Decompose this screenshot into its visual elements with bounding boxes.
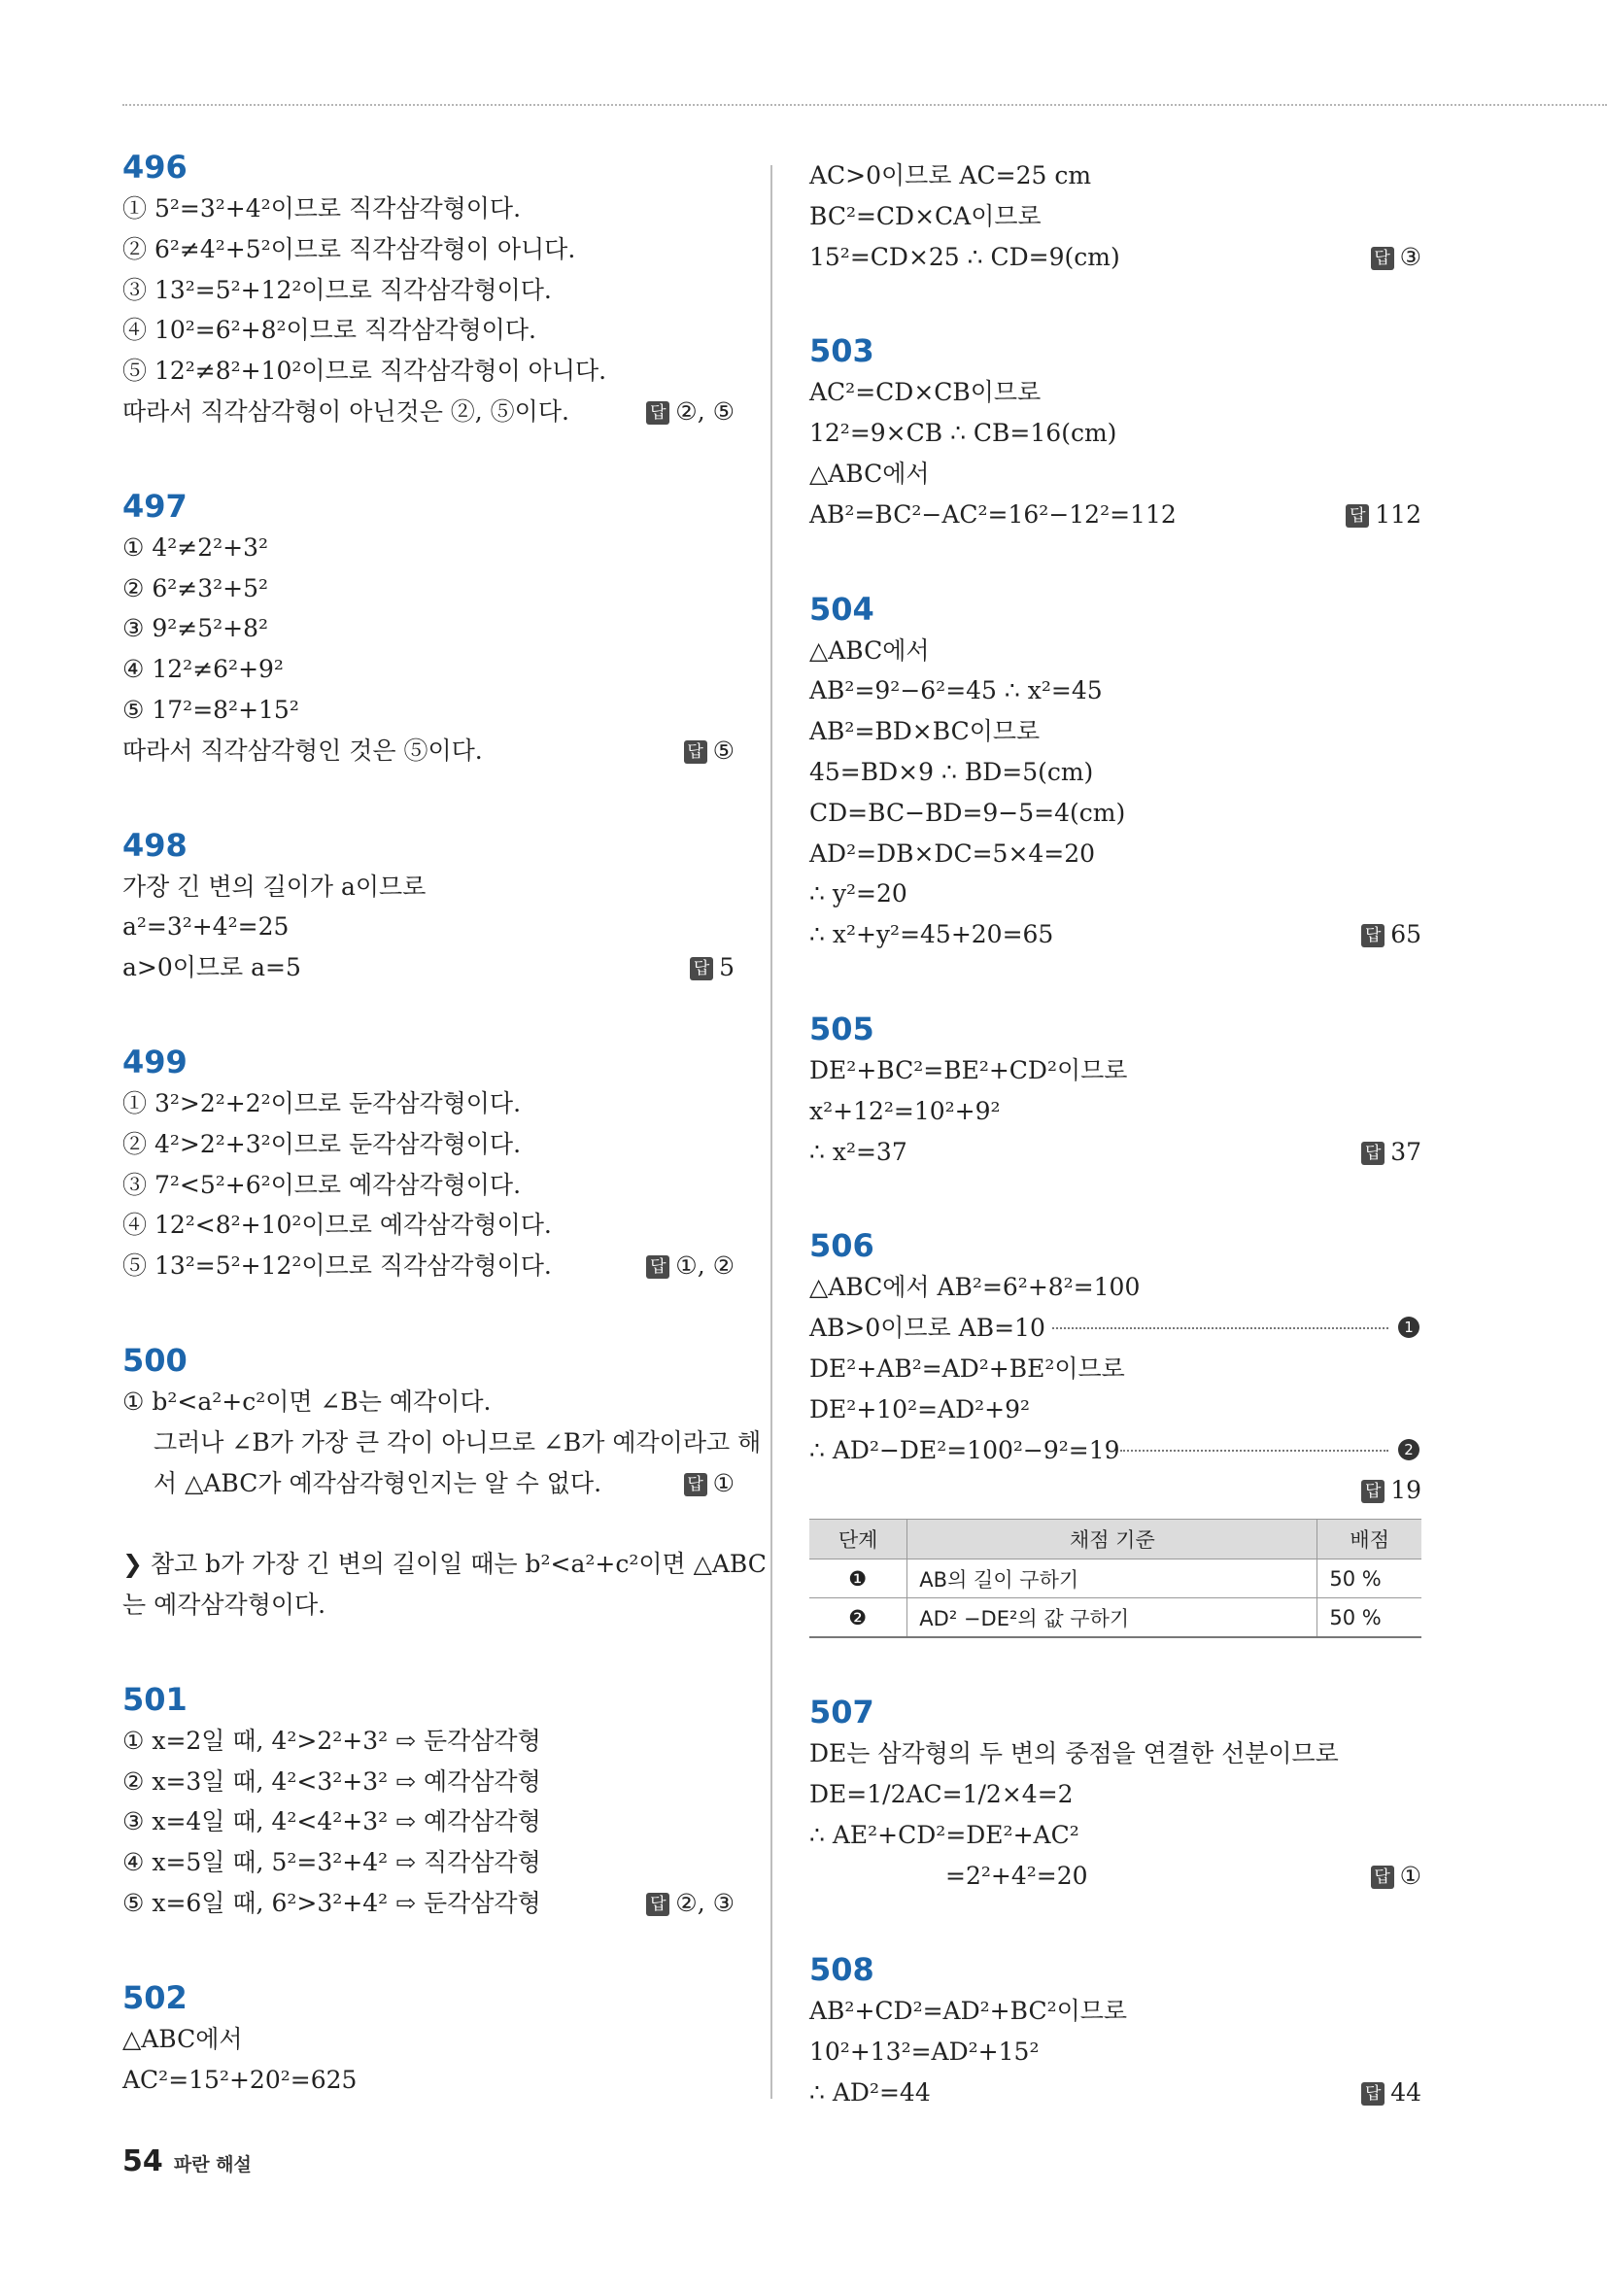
solution-text: 10²+13²=AD²+15² xyxy=(809,2038,1040,2067)
grading-criterion: AB의 길이 구하기 xyxy=(907,1559,1317,1598)
solution-line xyxy=(809,237,1421,278)
grading-header: 단계 xyxy=(809,1520,907,1559)
grading-row xyxy=(809,1559,1421,1598)
solution-line xyxy=(809,454,1421,495)
solution-text: AB²=9²−6²=45 ∴ x²=45 xyxy=(809,676,1103,705)
solution-line xyxy=(809,1815,1421,1856)
answer-value: 65 xyxy=(1390,920,1421,949)
problem-block xyxy=(122,1976,735,2101)
answer xyxy=(1361,914,1421,955)
answer-mark-icon: 답 xyxy=(1361,924,1385,947)
solution-line xyxy=(122,649,735,690)
solution-text: ② 6²≠4²+5²이므로 직각삼각형이 아니다. xyxy=(122,234,576,263)
solution-text: AB²=BD×BC이므로 xyxy=(809,717,1041,746)
problem-number: 501 xyxy=(122,1680,188,1718)
problem-number: 498 xyxy=(122,826,188,864)
solution-text: △ABC에서 xyxy=(809,635,930,665)
answer-value: ① xyxy=(712,1468,735,1497)
answer xyxy=(684,1463,735,1504)
solution-text: △ABC에서 xyxy=(122,2024,243,2053)
grading-criterion: AD² −DE²의 값 구하기 xyxy=(907,1598,1317,1638)
grading-header: 배점 xyxy=(1317,1520,1421,1559)
solution-line xyxy=(122,351,735,392)
solution-text: 가장 긴 변의 길이가 a이므로 xyxy=(122,872,427,901)
solution-line xyxy=(122,392,735,432)
answer-value: ① xyxy=(1399,1861,1421,1890)
solution-line xyxy=(809,1308,1421,1349)
solution-text: 따라서 직각삼각형이 아닌것은 ②, ⑤이다. xyxy=(122,396,569,426)
solution-text: AD²=DB×DC=5×4=20 xyxy=(809,839,1096,868)
solution-text: ∴ x²+y²=45+20=65 xyxy=(809,920,1054,949)
solution-text: ⑤ 12²≠8²+10²이므로 직각삼각형이 아니다. xyxy=(122,357,607,386)
problem-number: 507 xyxy=(809,1694,874,1731)
solution-line xyxy=(122,2019,735,2060)
solution-text: ∴ y²=20 xyxy=(809,879,907,908)
solution-line xyxy=(809,752,1421,793)
grading-header: 채점 기준 xyxy=(907,1520,1317,1559)
answer-mark-icon: 답 xyxy=(646,1255,669,1279)
solution-line xyxy=(122,1842,735,1883)
solution-line xyxy=(122,1721,735,1762)
solution-line xyxy=(122,1422,762,1463)
solution-line xyxy=(122,1463,735,1504)
problem-number: 505 xyxy=(809,1010,874,1047)
solution-line xyxy=(809,2073,1421,2113)
solution-line xyxy=(809,1430,1421,1471)
solution-line xyxy=(122,2060,735,2101)
answer-mark-icon: 답 xyxy=(1371,1866,1394,1889)
solution-text: BC²=CD×CA이므로 xyxy=(809,201,1042,230)
solution-line xyxy=(809,874,1421,914)
answer-mark-icon: 답 xyxy=(646,401,669,425)
solution-text: ③ 7²<5²+6²이므로 예각삼각형이다. xyxy=(122,1170,522,1199)
answer-mark-icon: 답 xyxy=(1361,2082,1385,2106)
problem-number: 497 xyxy=(122,487,188,525)
solution-text: DE²+10²=AD²+9² xyxy=(809,1394,1031,1423)
solution-text: ① 3²>2²+2²이므로 둔각삼각형이다. xyxy=(122,1088,522,1117)
solution-line xyxy=(809,631,1421,671)
solution-text: DE²+BC²=BE²+CD²이므로 xyxy=(809,1055,1128,1084)
solution-text: ∴ x²=37 xyxy=(809,1137,907,1166)
grading-score: 50 % xyxy=(1317,1598,1421,1638)
solution-line xyxy=(809,413,1421,454)
answer-mark-icon: 답 xyxy=(684,740,707,764)
solution-line xyxy=(122,1246,735,1286)
problem-number: 500 xyxy=(122,1341,188,1379)
solution-text: ① 5²=3²+4²이므로 직각삼각형이다. xyxy=(122,194,522,223)
solution-text: ② 4²>2²+3²이므로 둔각삼각형이다. xyxy=(122,1129,522,1158)
problem-number: 496 xyxy=(122,149,188,186)
solution-line xyxy=(122,270,735,311)
answer xyxy=(1371,237,1421,278)
solution-line xyxy=(809,1132,1421,1173)
solution-line xyxy=(122,1083,735,1124)
solution-line xyxy=(809,1774,1421,1815)
solution-line xyxy=(809,1856,1421,1897)
answer-value: 112 xyxy=(1375,499,1421,529)
solution-text: ⑤ 17²=8²+15² xyxy=(122,695,299,724)
note-line xyxy=(122,1544,767,1585)
solution-line xyxy=(809,1349,1421,1389)
solution-text: ⑤ 13²=5²+12²이므로 직각삼각형이다. xyxy=(122,1251,552,1281)
solution-line xyxy=(809,793,1421,834)
solution-line xyxy=(122,1382,735,1422)
top-dotted-rule xyxy=(122,104,1607,106)
answer-mark-icon: 답 xyxy=(690,957,713,980)
grading-table xyxy=(809,1519,1421,1638)
solution-text: AB>0이므로 AB=10 xyxy=(809,1314,1045,1343)
solution-line xyxy=(809,196,1421,237)
answer-value: ②, ⑤ xyxy=(675,396,735,426)
solution-line xyxy=(809,1733,1421,1774)
solution-text: a>0이므로 a=5 xyxy=(122,953,301,982)
solution-line xyxy=(122,310,735,351)
answer xyxy=(690,947,735,988)
solution-text: ③ x=4일 때, 4²<4²+3² ⇨ 예각삼각형 xyxy=(122,1807,541,1836)
answer xyxy=(646,1883,735,1924)
answer xyxy=(1371,1856,1421,1897)
answer xyxy=(1361,1132,1421,1173)
solution-text: ④ 10²=6²+8²이므로 직각삼각형이다. xyxy=(122,316,536,345)
solution-text: AB²+CD²=AD²+BC²이므로 xyxy=(809,1997,1128,2026)
page-number: 54 xyxy=(122,2144,163,2178)
solution-line xyxy=(122,568,735,609)
grading-step: ❷ xyxy=(809,1598,907,1638)
solution-line xyxy=(122,1801,735,1842)
solution-text: ② x=3일 때, 4²<3²+3² ⇨ 예각삼각형 xyxy=(122,1766,541,1796)
answer xyxy=(1361,2073,1421,2113)
solution-line xyxy=(122,528,735,568)
solution-text: 15²=CD×25 ∴ CD=9(cm) xyxy=(809,242,1120,271)
solution-text: △ABC에서 AB²=6²+8²=100 xyxy=(809,1273,1141,1302)
solution-text: ② 6²≠3²+5² xyxy=(122,573,269,602)
problem-block xyxy=(122,146,735,432)
answer-value: 37 xyxy=(1390,1137,1421,1166)
solution-text: a²=3²+4²=25 xyxy=(122,912,290,942)
solution-text: ④ x=5일 때, 5²=3²+4² ⇨ 직각삼각형 xyxy=(122,1848,541,1877)
answer-mark-icon: 답 xyxy=(684,1473,707,1496)
problem-number: 506 xyxy=(809,1227,874,1265)
step-marker: 2 xyxy=(1398,1439,1419,1460)
solution-text: 는 예각삼각형이다. xyxy=(122,1590,326,1619)
problem-number: 502 xyxy=(122,1978,188,2016)
solution-line xyxy=(122,1762,735,1802)
answer-value: 19 xyxy=(1390,1476,1421,1505)
solution-text: x²+12²=10²+9² xyxy=(809,1096,1001,1125)
problem-block xyxy=(809,1224,1421,1638)
solution-text: CD=BC−BD=9−5=4(cm) xyxy=(809,798,1126,827)
problem-block xyxy=(809,1691,1421,1896)
note-arrow-icon: ❯ xyxy=(122,1550,151,1579)
answer-value: ⑤ xyxy=(712,736,735,765)
solution-line xyxy=(122,907,735,947)
solution-line xyxy=(809,834,1421,874)
answer-mark-icon: 답 xyxy=(1371,247,1394,270)
solution-line xyxy=(122,188,735,229)
solution-line xyxy=(809,1991,1421,2032)
solution-line xyxy=(809,914,1421,955)
solution-line xyxy=(809,495,1421,535)
answer xyxy=(1346,495,1421,535)
solution-text: DE=1/2AC=1/2×4=2 xyxy=(809,1779,1074,1808)
solution-text: ∴ AD²=44 xyxy=(809,2077,931,2107)
solution-text: AB²=BC²−AC²=16²−12²=112 xyxy=(809,499,1177,529)
solution-line xyxy=(122,867,735,908)
problem-block xyxy=(809,329,1421,534)
solution-line xyxy=(122,731,735,771)
solution-line xyxy=(809,1470,1421,1511)
answer-value: 44 xyxy=(1390,2077,1421,2107)
problem-block xyxy=(122,1339,767,1626)
solution-text: 서 △ABC가 예각삼각형인지는 알 수 없다. xyxy=(154,1468,602,1497)
footer-label: 파란 해설 xyxy=(173,2154,252,2176)
solution-line xyxy=(809,1091,1421,1132)
solution-text: ③ 9²≠5²+8² xyxy=(122,614,269,643)
problem-block xyxy=(122,1678,735,1924)
problem-number: 503 xyxy=(809,332,874,370)
solution-line xyxy=(122,1585,735,1626)
grading-score: 50 % xyxy=(1317,1559,1421,1598)
solution-line xyxy=(122,1883,735,1924)
solution-text: DE는 삼각형의 두 변의 중점을 연결한 선분이므로 xyxy=(809,1739,1339,1768)
solution-text: 참고 b가 가장 긴 변의 길이일 때는 b²<a²+c²이면 △ABC xyxy=(150,1550,767,1579)
solution-line xyxy=(122,1124,735,1165)
column-divider xyxy=(770,165,772,2099)
solution-line xyxy=(122,1165,735,1206)
page-footer xyxy=(122,2144,252,2178)
answer-value: ③ xyxy=(1399,242,1421,271)
solution-line xyxy=(122,1503,735,1544)
solution-line xyxy=(122,229,735,270)
solution-text: 따라서 직각삼각형인 것은 ⑤이다. xyxy=(122,736,483,765)
solution-line xyxy=(809,372,1421,413)
answer-mark-icon: 답 xyxy=(1346,504,1369,528)
solution-line xyxy=(122,1205,735,1246)
solution-line xyxy=(809,711,1421,752)
answer-mark-icon: 답 xyxy=(646,1893,669,1916)
problem-block xyxy=(122,485,735,771)
problem-block xyxy=(809,155,1421,277)
answer-mark-icon: 답 xyxy=(1361,1142,1385,1165)
solution-text: ④ 12²<8²+10²이므로 예각삼각형이다. xyxy=(122,1211,552,1240)
right-column xyxy=(809,155,1421,2166)
grading-step: ❶ xyxy=(809,1559,907,1598)
solution-text: ③ 13²=5²+12²이므로 직각삼각형이다. xyxy=(122,275,552,304)
solution-line xyxy=(809,155,1421,196)
solution-text: ① x=2일 때, 4²>2²+3² ⇨ 둔각삼각형 xyxy=(122,1726,541,1755)
solution-text: AC>0이므로 AC=25 cm xyxy=(809,161,1092,189)
solution-line xyxy=(809,1389,1421,1430)
solution-text: ④ 12²≠6²+9² xyxy=(122,655,284,684)
answer-value: 5 xyxy=(719,953,735,982)
solution-text: △ABC에서 xyxy=(809,459,930,488)
answer-value: ①, ② xyxy=(675,1251,735,1281)
problem-number: 504 xyxy=(809,590,874,628)
solution-line xyxy=(809,1050,1421,1091)
solution-text: 그러나 ∠B가 가장 큰 각이 아니므로 ∠B가 예각이라고 해 xyxy=(154,1427,762,1456)
problem-block xyxy=(122,824,735,988)
problem-block xyxy=(122,1041,735,1286)
step-marker: 1 xyxy=(1398,1317,1419,1338)
solution-line xyxy=(122,947,735,988)
answer-value: ②, ③ xyxy=(675,1888,735,1917)
solution-text: ∴ AD²−DE²=100²−9²=19 xyxy=(809,1435,1120,1464)
solution-text: ① b²<a²+c²이면 ∠B는 예각이다. xyxy=(122,1387,492,1416)
solution-text: =2²+4²=20 xyxy=(945,1861,1088,1890)
solution-text: ∴ AE²+CD²=DE²+AC² xyxy=(809,1820,1079,1849)
solution-text: ⑤ x=6일 때, 6²>3²+4² ⇨ 둔각삼각형 xyxy=(122,1888,541,1917)
grading-row xyxy=(809,1598,1421,1638)
solution-line xyxy=(809,1267,1421,1308)
solution-text: AC²=15²+20²=625 xyxy=(122,2065,358,2094)
left-column xyxy=(122,146,767,2152)
problem-number: 499 xyxy=(122,1043,188,1080)
solution-text: 12²=9×CB ∴ CB=16(cm) xyxy=(809,419,1117,448)
solution-text: 45=BD×9 ∴ BD=5(cm) xyxy=(809,757,1094,786)
problem-block xyxy=(809,588,1421,955)
answer xyxy=(646,1246,735,1286)
problem-number: 508 xyxy=(809,1951,874,1989)
answer xyxy=(646,392,735,432)
solution-text: ① 4²≠2²+3² xyxy=(122,532,269,562)
problem-block xyxy=(809,1948,1421,2112)
answer xyxy=(684,731,735,771)
solution-line xyxy=(122,608,735,649)
solution-line xyxy=(809,2032,1421,2073)
answer xyxy=(1361,1470,1421,1511)
problem-block xyxy=(809,1008,1421,1172)
solution-line xyxy=(122,690,735,731)
answer-mark-icon: 답 xyxy=(1361,1480,1385,1503)
solution-text: DE²+AB²=AD²+BE²이므로 xyxy=(809,1354,1125,1383)
solution-text: AC²=CD×CB이므로 xyxy=(809,378,1042,407)
solution-line xyxy=(809,670,1421,711)
